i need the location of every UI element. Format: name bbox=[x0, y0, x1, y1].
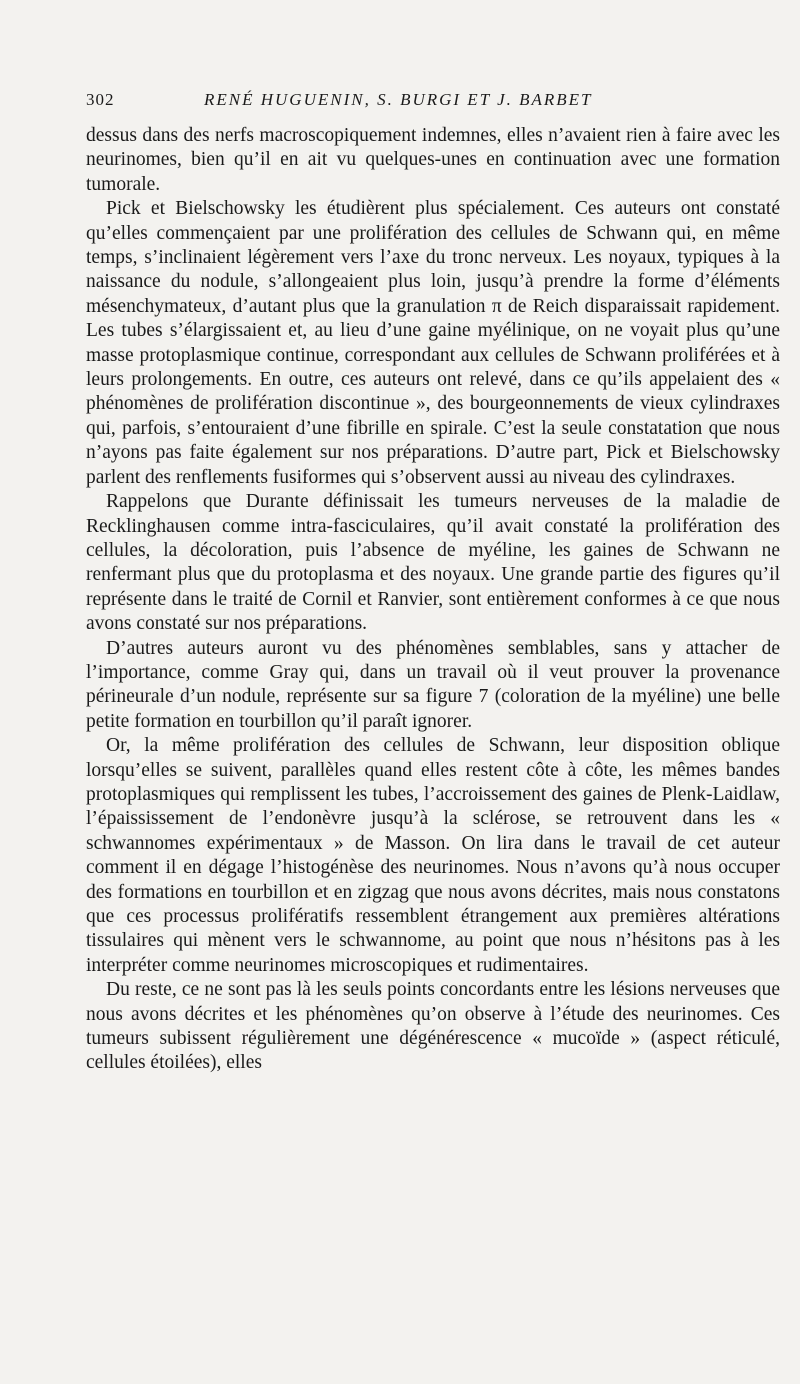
paragraph: D’autres auteurs auront vu des phénomènes semblables, sans y attacher de l’importance, comme Gray qui, dans un travail où il veut prouver la provenance périneurale d’un nodule, représente sur sa figure 7 (coloration de la myéline) une belle petite formation en tourbillon qu’il paraît ignorer. bbox=[86, 637, 780, 732]
body-text bbox=[86, 124, 780, 1076]
running-head-authors: RENÉ HUGUENIN, S. BURGI ET J. BARBET bbox=[204, 90, 593, 109]
paragraph: Rappelons que Durante définissait les tumeurs nerveuses de la maladie de Recklinghausen comme intra-fasciculaires, qu’il avait constaté la prolifération des cellules, la décoloration, puis l’absence de myéline, les gaines de Schwann ne renfermant plus que du protoplasma et des noyaux. Une grande partie des figures qu’il représente dans le traité de Cornil et Ranvier, sont entièrement conformes à ce que nous avons constaté sur nos préparations. bbox=[86, 491, 780, 635]
paragraph: dessus dans des nerfs macroscopiquement indemnes, elles n’avaient rien à faire avec les neurinomes, bien qu’il en ait vu quelques-unes en continuation avec une formation tumorale. bbox=[86, 125, 780, 195]
running-head bbox=[86, 90, 780, 114]
paragraph: Du reste, ce ne sont pas là les seuls points concordants entre les lésions nerveuses que nous avons décrites et les phénomènes qu’on observe à l’étude des neurinomes. Ces tumeurs subissent régulièrement une dégénérescence « mucoïde » (aspect réticulé, cellules étoilées), elles bbox=[86, 979, 780, 1074]
paragraph: Or, la même prolifération des cellules de Schwann, leur disposition oblique lorsqu’elles se suivent, parallèles quand elles restent côte à côte, les mêmes bandes protoplasmiques qui remplissent les tubes, l’accroissement des gaines de Plenk-Laidlaw, l’épaississement de l’endonèvre jusqu’à la sclérose, se retrouvent dans les « schwannomes expérimentaux » de Masson. On lira dans le travail de cet auteur comment il en dégage l’histogénèse des neurinomes. Nous n’avons qu’à nous occuper des formations en tourbillon et en zigzag que nous avons décrites, mais nous constatons que ces processus prolifératifs ressemblent étrangement aux premières altérations tissulaires qui mènent vers le schwannome, au point que nous n’hésitons pas à les interpréter comme neurinomes microscopiques et rudimentaires. bbox=[86, 735, 780, 976]
page-number: 302 bbox=[86, 90, 115, 109]
paragraph: Pick et Bielschowsky les étudièrent plus spécialement. Ces auteurs ont constaté qu’elles commençaient par une prolifération des cellules de Schwann qui, en même temps, s’inclinaient légèrement vers l’axe du tronc nerveux. Les noyaux, typiques à la naissance du nodule, s’allongeaient plus loin, jusqu’à prendre la forme d’éléments mésenchymateux, d’autant plus que la granulation π de Reich disparaissait rapidement. Les tubes s’élargissaient et, au lieu d’une gaine myélinique, on ne voyait plus qu’une masse protoplasmique continue, correspondant aux cellules de Schwann proliférées et à leurs prolongements. En outre, ces auteurs ont relevé, dans ce qu’ils appelaient des « phénomènes de prolifération discontinue », des bourgeonnements de vieux cylindraxes qui, parfois, s’entouraient d’une fibrille en spirale. C’est la seule constatation que nous n’ayons pas faite également sur nos préparations. D’autre part, Pick et Bielschowsky parlent des renflements fusiformes qui s’observent aussi au niveau des cylindraxes. bbox=[86, 198, 780, 488]
